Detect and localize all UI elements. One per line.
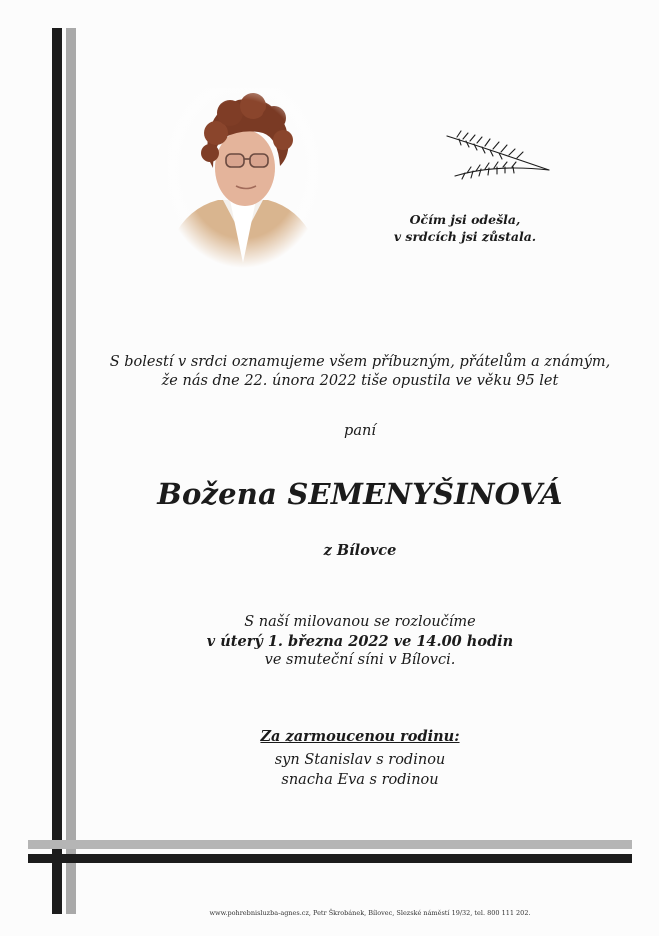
- farewell-place: ve smuteční síni v Bílovci.: [264, 652, 456, 668]
- announcement: [80, 353, 640, 391]
- family-member: snacha Eva s rodinou: [281, 772, 439, 788]
- border-horizontal-light: [28, 840, 632, 849]
- family-section: [80, 727, 640, 790]
- honorific: paní: [344, 423, 376, 439]
- announcement-line-2: že nás dne 22. února 2022 tiše opustila ve věku 95 let: [161, 373, 559, 389]
- olive-branch-icon: [445, 126, 551, 184]
- farewell-date-time: v úterý 1. března 2022 ve 14.00 hodin: [206, 633, 514, 650]
- footer-contact: www.pohrebnisluzba-agnes.cz, Petr Škrobánek, Bílovec, Slezské náměstí 19/32, tel. 800 111 202.: [209, 909, 531, 917]
- family-heading: Za zarmoucenou rodinu:: [260, 728, 460, 745]
- farewell-line-1: S naší milovanou se rozloučíme: [244, 614, 476, 630]
- border-horizontal-dark: [28, 854, 632, 863]
- announcement-line-1: S bolestí v srdci oznamujeme všem příbuzným, přátelům a známým,: [109, 354, 611, 370]
- deceased-name: Božena SEMENYŠINOVÁ: [157, 477, 563, 511]
- family-member: syn Stanislav s rodinou: [274, 752, 446, 768]
- portrait-photo: [168, 88, 318, 268]
- farewell-details: [80, 613, 640, 670]
- border-vertical-dark: [52, 28, 62, 914]
- origin: z Bílovce: [323, 542, 397, 559]
- quote-line-2: v srdcích jsi zůstala.: [393, 229, 537, 244]
- border-vertical-light: [66, 28, 76, 914]
- quote-line-1: Očím jsi odešla,: [409, 212, 521, 227]
- memorial-quote: [385, 211, 545, 245]
